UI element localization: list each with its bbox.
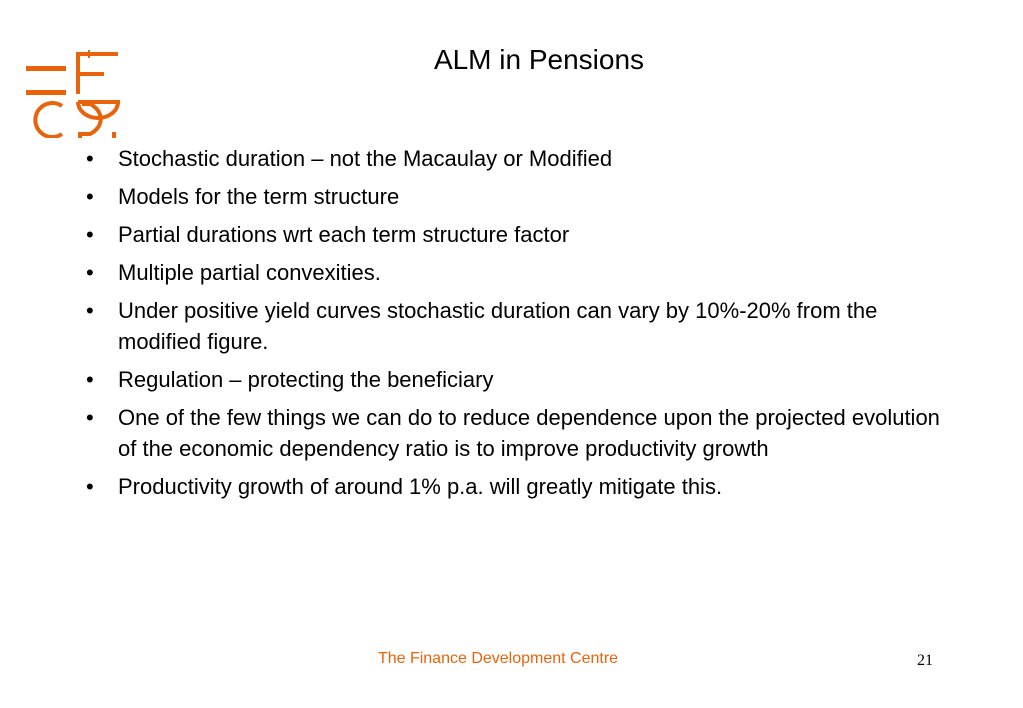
bullet-text: Under positive yield curves stochastic duration can vary by 10%-20% from the modified figure. (118, 298, 878, 354)
bullet-item (86, 257, 946, 288)
bullet-text: Productivity growth of around 1% p.a. will greatly mitigate this. (118, 474, 723, 499)
bullet-dot: • (86, 222, 94, 247)
bullet-text: Regulation – protecting the beneficiary (118, 367, 494, 392)
bullet-text: Stochastic duration – not the Macaulay or Modified (118, 146, 613, 171)
page-number: 21 (917, 652, 933, 669)
bullet-text: Models for the term structure (118, 184, 400, 209)
bullet-list (86, 143, 946, 509)
bullet-dot: • (86, 146, 94, 171)
bullet-text: Partial durations wrt each term structure factor (118, 222, 570, 247)
bullet-dot: • (86, 367, 94, 392)
bullet-item (86, 471, 946, 502)
bullet-dot: • (86, 184, 94, 209)
bullet-text: One of the few things we can do to reduce dependence upon the projected evolution of the economic dependency ratio is to improve productivity growth (118, 405, 940, 461)
bullet-item (86, 219, 946, 250)
bullet-item (86, 143, 946, 174)
bullet-item (86, 181, 946, 212)
bullet-item (86, 364, 946, 395)
footer-organization: The Finance Development Centre (377, 650, 619, 667)
bullet-dot: • (86, 298, 94, 323)
bullet-text: Multiple partial convexities. (118, 260, 381, 285)
bullet-item (86, 295, 946, 357)
bullet-item (86, 402, 946, 464)
slide-title: ALM in Pensions (433, 44, 645, 75)
bullet-dot: • (86, 405, 94, 430)
bullet-dot: • (86, 260, 94, 285)
bullet-dot: • (86, 474, 94, 499)
